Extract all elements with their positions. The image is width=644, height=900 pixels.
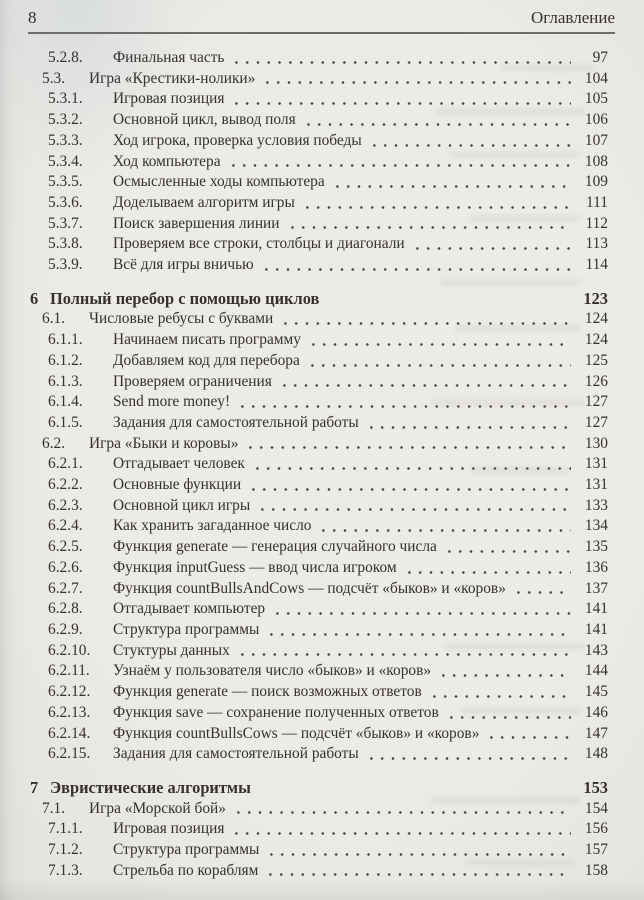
entry-number: 6.2.14.	[48, 724, 91, 742]
toc-entry	[0, 799, 608, 820]
entry-title: Числовые ребусы с буквами	[89, 310, 274, 328]
dot-leader	[280, 309, 571, 330]
entry-number: 6.2.12.	[48, 683, 91, 701]
entry-page: 141	[584, 620, 608, 638]
entry-page: 131	[584, 476, 608, 494]
dot-leader	[252, 454, 571, 475]
dot-leader	[318, 516, 571, 537]
entry-number: 7	[30, 777, 39, 797]
entry-page: 134	[584, 517, 608, 535]
dot-leader	[265, 861, 571, 882]
entry-page: 127	[584, 413, 608, 431]
entry-title: Игра «Быки и коровы»	[89, 434, 239, 452]
entry-number: 5.3.4.	[48, 152, 83, 170]
entry-title: Ход игрока, проверка условия победы	[113, 131, 362, 149]
toc-entry	[0, 110, 608, 131]
toc-entry	[0, 819, 608, 840]
dot-leader	[261, 255, 571, 276]
toc-entry	[0, 475, 608, 496]
entry-page: 127	[584, 393, 608, 411]
running-header	[28, 7, 615, 34]
entry-title: Структура программы	[113, 841, 260, 859]
entry-title: Ход компьютера	[113, 152, 221, 170]
entry-page: 153	[583, 777, 608, 797]
entry-title: Эвристические алгоритмы	[50, 777, 251, 797]
entry-title: Отгадывает человек	[113, 455, 245, 473]
entry-page: 131	[584, 455, 608, 473]
dot-leader	[231, 819, 571, 840]
entry-page: 136	[584, 558, 608, 576]
dot-leader	[444, 537, 571, 558]
entry-page: 106	[584, 111, 608, 129]
entry-page: 124	[584, 310, 608, 328]
entry-page: 113	[585, 235, 608, 253]
page-number: 8	[28, 8, 37, 27]
entry-number: 7.1.1.	[48, 820, 83, 838]
entry-title: Стрельба по кораблям	[113, 861, 259, 879]
toc-entry	[0, 309, 608, 330]
dot-leader	[308, 330, 571, 351]
toc-entry	[0, 89, 608, 110]
dot-leader	[302, 193, 571, 214]
entry-title: Функция countBullsCows — подсчёт «быков» и «коров»	[113, 724, 480, 742]
dot-leader	[404, 558, 571, 579]
toc-entry	[0, 744, 608, 765]
entry-page: 130	[584, 434, 608, 452]
toc-entry	[0, 703, 608, 724]
header-title: Оглавление	[531, 8, 615, 27]
entry-title: Отгадывает компьютер	[113, 600, 266, 618]
entry-title: Основной цикл, вывод поля	[113, 111, 296, 129]
entry-page: 124	[584, 331, 608, 349]
entry-page: 144	[584, 662, 608, 680]
entry-number: 6.2.6.	[48, 558, 83, 576]
entry-page: 126	[584, 372, 608, 390]
dot-leader	[231, 48, 571, 69]
entry-number: 6.2.4.	[48, 517, 83, 535]
entry-page: 141	[584, 600, 608, 618]
entry-number: 6.1.1.	[48, 331, 83, 349]
entry-page: 146	[584, 703, 608, 721]
toc-entry	[0, 516, 608, 537]
entry-number: 5.3.5.	[48, 173, 83, 191]
entry-number: 6.2.13.	[48, 703, 91, 721]
entry-number: 6.2.3.	[48, 496, 83, 514]
dot-leader	[237, 641, 571, 662]
toc-entry	[0, 372, 608, 393]
toc-entry	[0, 330, 608, 351]
entry-number: 6.1.5.	[48, 413, 83, 431]
dot-leader	[287, 214, 571, 235]
toc-entry	[0, 496, 608, 517]
entry-title: Проверяем все строки, столбцы и диагонали	[113, 235, 405, 253]
entry-title: Добавляем код для перебора	[113, 351, 300, 369]
toc-entry	[0, 413, 608, 434]
entry-number: 6.2.10.	[48, 641, 91, 659]
entry-number: 6.2.11.	[48, 662, 90, 680]
entry-number: 6.2.2.	[48, 476, 83, 494]
entry-number: 5.3.3.	[48, 131, 83, 149]
entry-number: 6.2.	[42, 434, 66, 452]
entry-title: Задания для самостоятельной работы	[113, 745, 359, 763]
entry-number: 5.3.2.	[48, 111, 83, 129]
entry-page: 145	[584, 683, 608, 701]
entry-page: 147	[584, 724, 608, 742]
entry-title: Начинаем писать программу	[113, 331, 301, 349]
entry-title: Как хранить загаданное число	[113, 517, 312, 535]
toc-entry	[0, 289, 608, 310]
toc-entry	[0, 214, 608, 235]
entry-title: Задания для самостоятельной работы	[113, 413, 359, 431]
entry-title: Основной цикл игры	[113, 496, 251, 514]
entry-number: 6.2.9.	[48, 620, 83, 638]
entry-page: 143	[584, 641, 608, 659]
toc-entry	[0, 434, 608, 455]
entry-number: 6.2.15.	[48, 745, 91, 763]
entry-number: 7.1.	[42, 799, 66, 817]
toc-entry	[0, 724, 608, 745]
dot-leader	[266, 620, 571, 641]
entry-page: 133	[584, 496, 608, 514]
dot-leader	[429, 682, 571, 703]
entry-page: 111	[586, 193, 608, 211]
toc-entry	[0, 193, 608, 214]
entry-number: 5.3.7.	[48, 214, 83, 232]
entry-number: 6.1.	[42, 310, 66, 328]
entry-title: Структура программы	[113, 620, 260, 638]
entry-number: 5.3.8.	[48, 235, 83, 253]
entry-page: 104	[584, 69, 608, 87]
entry-title: Поиск завершения линии	[113, 214, 280, 232]
entry-number: 6	[30, 288, 39, 308]
entry-number: 6.1.4.	[48, 393, 83, 411]
entry-title: Игровая позиция	[113, 90, 225, 108]
entry-page: 112	[585, 214, 608, 232]
dot-leader	[412, 234, 571, 255]
entry-number: 6.1.3.	[48, 372, 83, 390]
entry-number: 7.1.2.	[48, 841, 83, 859]
entry-title: Проверяем ограничения	[113, 372, 272, 390]
dot-leader	[486, 724, 571, 745]
toc-entry	[0, 234, 608, 255]
entry-title: Функция generate — поиск возможных ответов	[113, 683, 422, 701]
entry-page: 114	[585, 256, 608, 274]
entry-page: 97	[592, 49, 608, 66]
entry-number: 5.3.9.	[48, 256, 83, 274]
entry-title: Всё для игры вничью	[113, 256, 254, 274]
toc-entry	[0, 620, 608, 641]
entry-page: 107	[584, 131, 608, 149]
entry-title: Стуктуры данных	[113, 641, 230, 659]
book-page	[0, 7, 644, 900]
dot-leader	[228, 152, 571, 173]
entry-page: 135	[584, 538, 608, 556]
toc-entry	[0, 172, 608, 193]
entry-number: 6.2.1.	[48, 455, 83, 473]
entry-page: 148	[584, 745, 608, 763]
dot-leader	[266, 840, 571, 861]
toc-entry	[0, 255, 608, 276]
toc-entry	[0, 641, 608, 662]
toc-entry	[0, 579, 608, 600]
dot-leader	[307, 351, 571, 372]
dot-leader	[366, 744, 571, 765]
entry-page: 157	[584, 841, 608, 859]
entry-number: 5.2.8.	[48, 49, 83, 66]
entry-number: 5.3.1.	[48, 90, 83, 108]
dot-leader	[438, 661, 571, 682]
dot-leader	[231, 89, 571, 110]
toc-entry	[0, 840, 608, 861]
dot-leader	[326, 289, 571, 310]
entry-page: 109	[584, 173, 608, 191]
entry-page: 137	[584, 579, 608, 597]
entry-title: Send more money!	[113, 393, 231, 411]
toc-entry	[0, 537, 608, 558]
toc-entry	[0, 152, 608, 173]
toc-entry	[0, 861, 608, 882]
entry-page: 158	[584, 861, 608, 879]
toc-entry	[0, 131, 608, 152]
entry-number: 6.2.7.	[48, 579, 83, 597]
toc-entry	[0, 48, 608, 69]
dot-leader	[233, 799, 571, 820]
entry-page: 105	[584, 90, 608, 108]
entry-title: Игровая позиция	[113, 820, 225, 838]
entry-title: Функция countBullsAndCows — подсчёт «быков» и «коров»	[113, 579, 506, 597]
entry-title: Осмысленные ходы компьютера	[113, 173, 325, 191]
entry-title: Игра «Морской бой»	[89, 799, 226, 817]
entry-page: 108	[584, 152, 608, 170]
toc-entry	[0, 69, 608, 90]
entry-title: Функция save — сохранение полученных ответов	[113, 703, 439, 721]
dot-leader	[258, 778, 571, 799]
entry-title: Игра «Крестики-нолики»	[89, 69, 256, 87]
toc-entry	[0, 599, 608, 620]
entry-page: 123	[583, 288, 608, 308]
toc-entry	[0, 454, 608, 475]
entry-title: Функция generate — генерация случайного числа	[113, 538, 437, 556]
dot-leader	[513, 579, 571, 600]
dot-leader	[366, 413, 571, 434]
dot-leader	[248, 475, 571, 496]
toc-entry	[0, 558, 608, 579]
entry-page: 156	[584, 820, 608, 838]
dot-leader	[262, 69, 571, 90]
toc-list	[0, 48, 608, 881]
dot-leader	[245, 434, 571, 455]
entry-title: Функция inputGuess — ввод числа игроком	[113, 558, 397, 576]
entry-number: 6.1.2.	[48, 351, 83, 369]
dot-leader	[272, 599, 571, 620]
dot-leader	[369, 131, 571, 152]
entry-title: Узнаём у пользователя число «быков» и «коров»	[113, 662, 432, 680]
entry-number: 6.2.8.	[48, 600, 83, 618]
dot-leader	[332, 172, 571, 193]
toc-entry	[0, 682, 608, 703]
dot-leader	[446, 703, 571, 724]
entry-title: Основные функции	[113, 476, 242, 494]
dot-leader	[279, 372, 571, 393]
entry-title: Финальная часть	[113, 49, 225, 66]
entry-page: 125	[584, 351, 608, 369]
entry-page: 154	[584, 799, 608, 817]
toc-entry	[0, 392, 608, 413]
entry-title: Полный перебор с помощью циклов	[50, 288, 320, 308]
toc-entry	[0, 661, 608, 682]
dot-leader	[257, 496, 571, 517]
entry-number: 5.3.6.	[48, 193, 83, 211]
dot-leader	[237, 392, 571, 413]
dot-leader	[303, 110, 571, 131]
entry-number: 7.1.3.	[48, 861, 83, 879]
entry-number: 6.2.5.	[48, 538, 83, 556]
entry-number: 5.3.	[42, 69, 66, 87]
toc-entry	[0, 351, 608, 372]
entry-title: Доделываем алгоритм игры	[113, 193, 295, 211]
toc-entry	[0, 778, 608, 799]
